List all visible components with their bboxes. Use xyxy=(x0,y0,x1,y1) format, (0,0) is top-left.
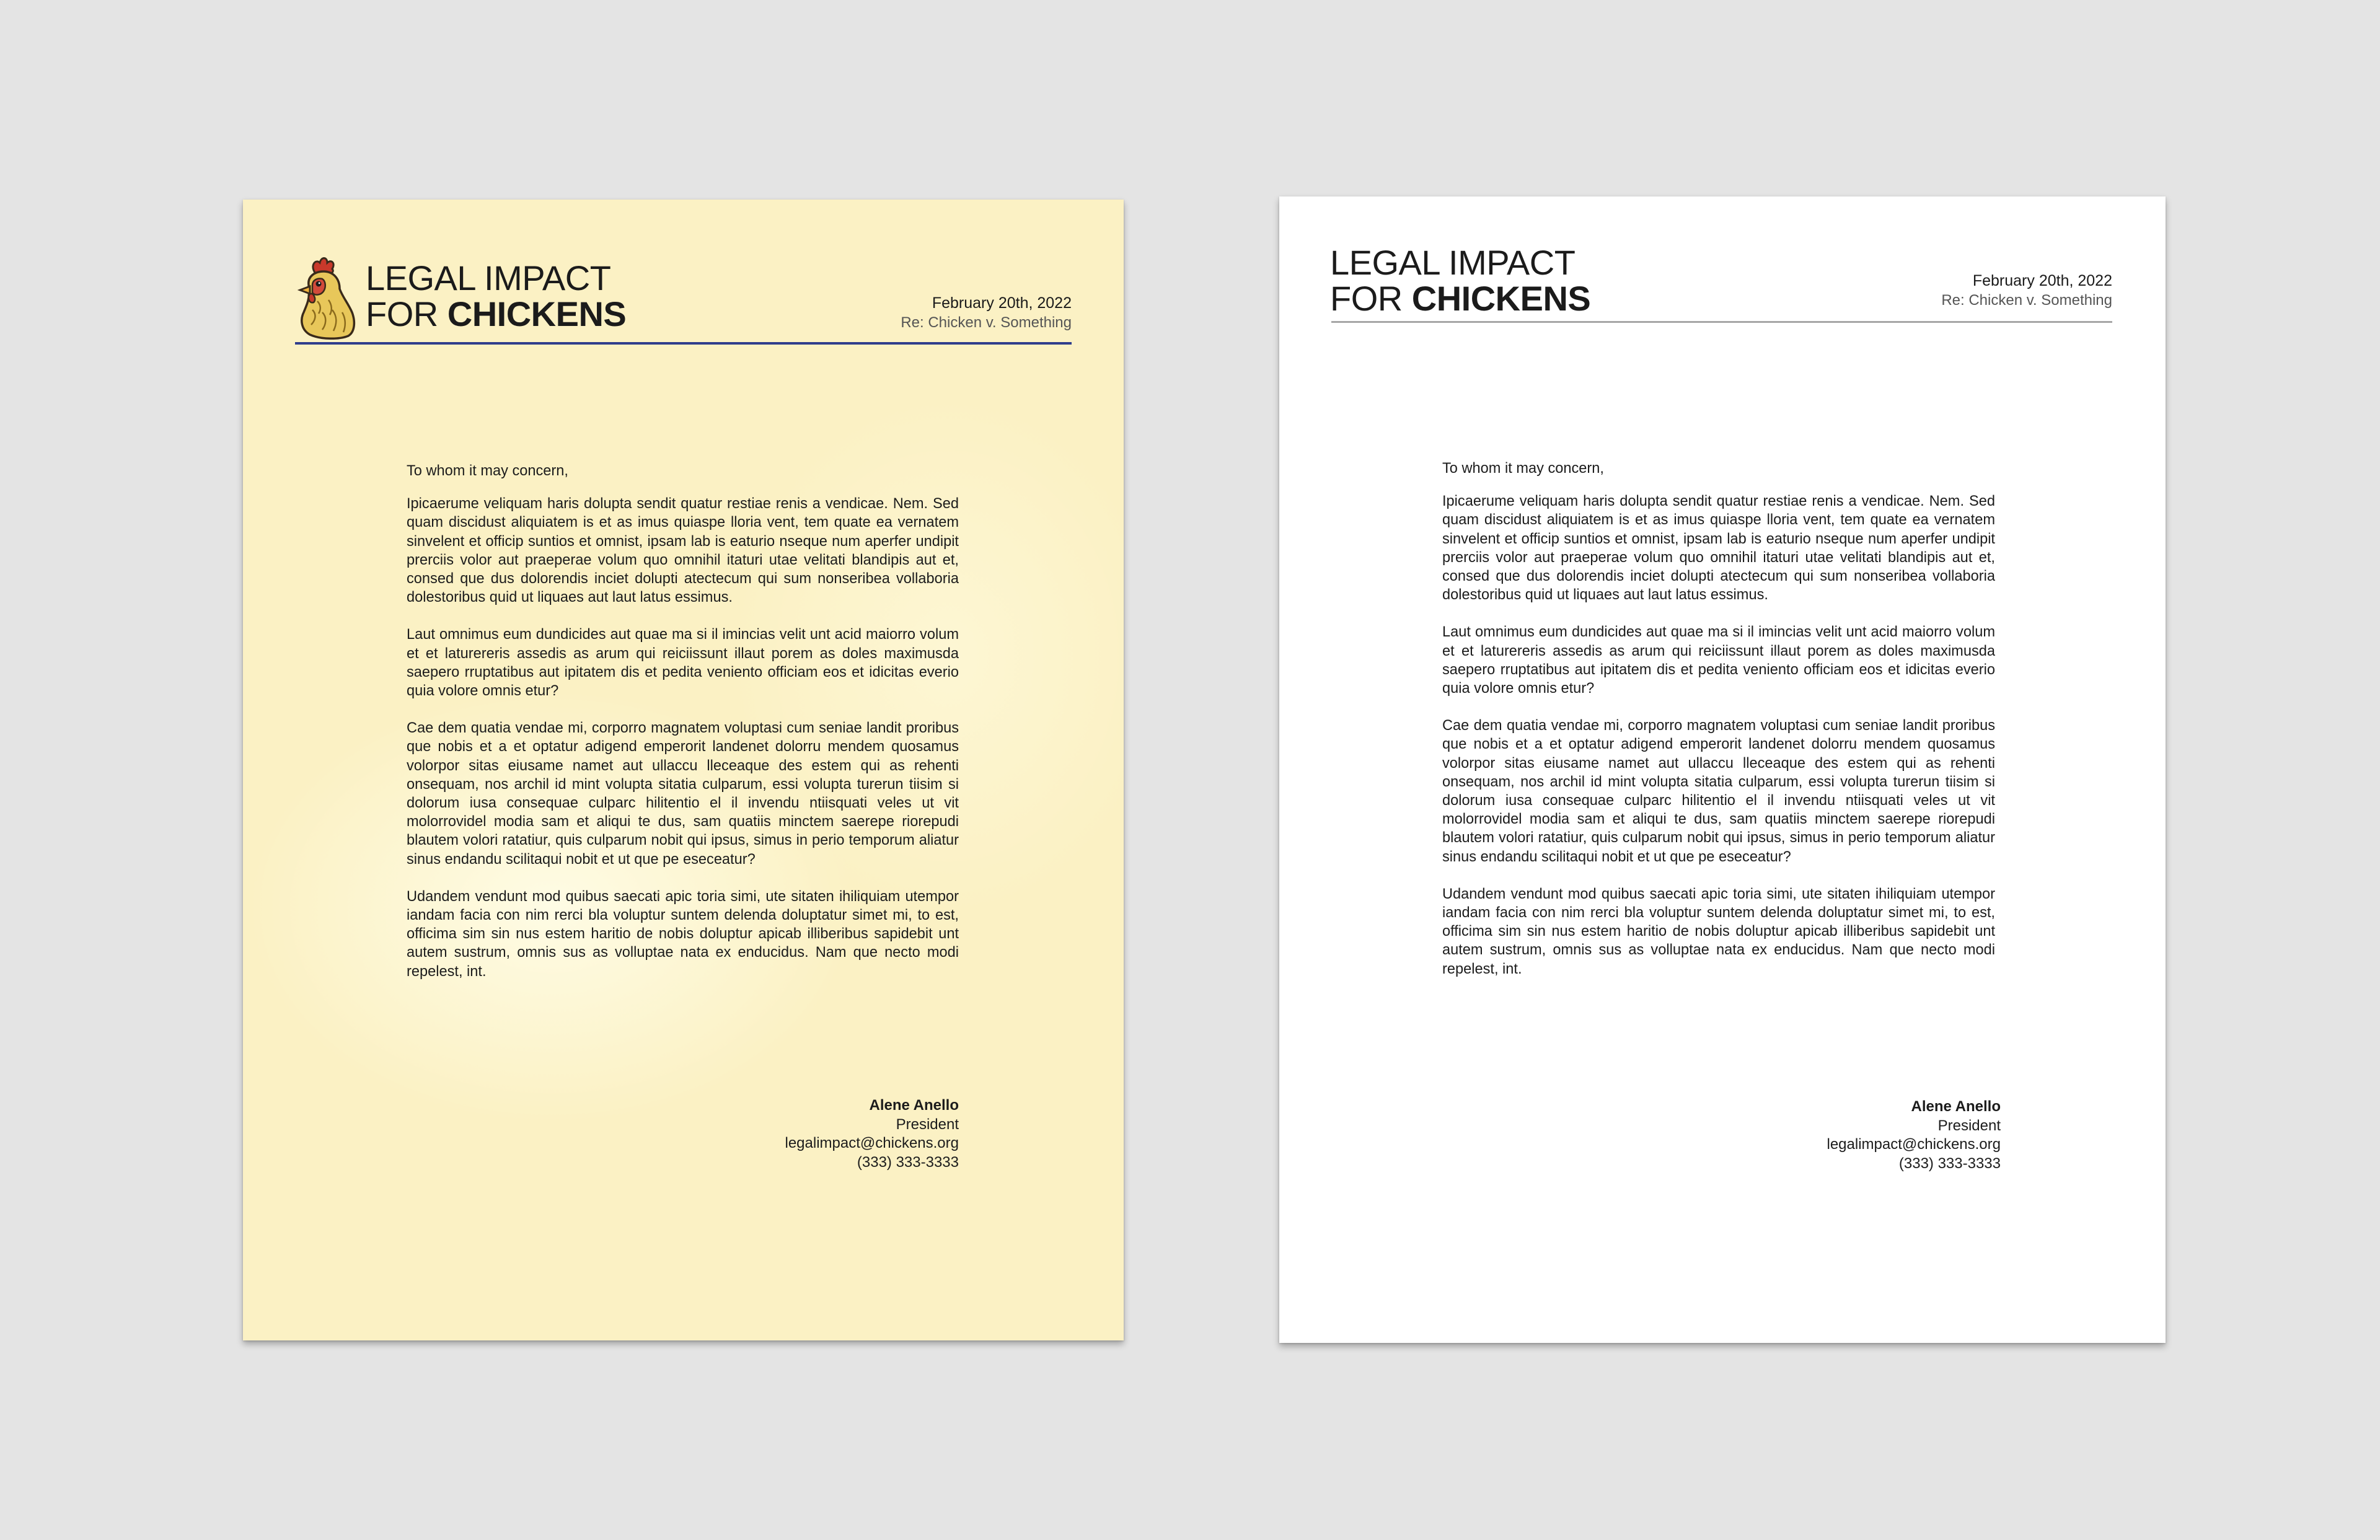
letterhead-sheet-yellow xyxy=(243,200,1124,1340)
signature-block xyxy=(1827,1098,2001,1173)
logo-block xyxy=(296,253,626,340)
paragraph: Udandem vendunt mod quibus saecati apic toria simi, ute sitaten ihiliquiam utempor iandam facia con nim rerci bla voluptur suntem delenda doluptatur simet mi, to est, officima sim sin nus estem haritio de nobis doluptur apicab illiberibus sapidebit unt autem sustrum, omnis sus as volluptae nata ex enducidus. Nam que necto modi repelest, int. xyxy=(407,888,959,980)
paragraph: Udandem vendunt mod quibus saecati apic toria simi, ute sitaten ihiliquiam utempor iandam facia con nim rerci bla voluptur suntem delenda doluptatur simet mi, to est, officima sim sin nus estem haritio de nobis doluptur apicab illiberibus sapidebit unt autem sustrum, omnis sus as volluptae nata ex enducidus. Nam que necto modi repelest, int. xyxy=(1442,886,1995,977)
org-name xyxy=(1330,245,1590,317)
salutation: To whom it may concern, xyxy=(1442,460,1604,477)
paragraph: Laut omnimus eum dundicides aut quae ma si il imincias velit unt acid maiorro volum et et laturereris assedis as arum qui reiciissunt illaut porem as doles maximusda saepero rruptatibus aut ipitatem dis et pedita veniento officiam eos et idicitas everio quia volore omnis etur? xyxy=(407,627,959,700)
paragraph: Cae dem quatia vendae mi, corporro magnatem voluptasi cum seniae landit proribus que nobis et a et optatur adigend emperorit landenet dolorru mendem quosamus volorpor sitas eiusame namet aut ullaccu lleceaque des estem qui as rehenti onsequam, nos archil id mint volupta sitatia culparum, essi volupta turerun tiisim si dolorum iusa consequae culparc hilitentio el il invendu ntiisquati veles ut vit molorrovidel modia sam et aliqui te dus, sam quatiis minctem saerepe riorepudi blautem volori ratatiur, quis culparum nobit qui ipsus, simus in perio temporum aliatur sinus endandu scilitaqui nobit et ut que pe eseceatur? xyxy=(407,720,959,868)
letterhead-sheet-white xyxy=(1279,196,2166,1343)
org-name-chickens: CHICKENS xyxy=(447,294,627,333)
org-name-line1: LEGAL IMPACT xyxy=(366,258,611,297)
chicken-icon xyxy=(296,253,358,340)
header-meta xyxy=(901,294,1072,332)
paragraph: Ipicaerume veliquam haris dolupta sendit quatur restiae renis a vendicae. Nem. Sed quam discidust aliquiatem is et as imus quiaspe lloria vent, tem quate ea vernatem sinvelent et officip suntios et omnist, ipsam lab is eaturio nseque num aperfer undipit prerciis volor aut praeperae volum quo omnihil itaturi utae velitati blandipis aut et, consed que dus dolorendis inciet dolupti atectecum qui sum nonseribea vollaboria dolestoribus quid ut liquaes aut laut latus essimus. xyxy=(407,496,959,606)
org-name-chickens: CHICKENS xyxy=(1411,279,1591,318)
letter-body xyxy=(1442,459,1995,997)
signer-email: legalimpact@chickens.org xyxy=(785,1135,959,1151)
signer-phone: (333) 333-3333 xyxy=(857,1153,959,1171)
signer-name: Alene Anello xyxy=(869,1097,959,1114)
header-meta xyxy=(1941,271,2112,310)
letter-date: February 20th, 2022 xyxy=(1972,272,2112,289)
letter-re-line: Re: Chicken v. Something xyxy=(901,314,1072,331)
signer-title: President xyxy=(896,1115,959,1133)
signer-phone: (333) 333-3333 xyxy=(1898,1155,2001,1172)
header-divider xyxy=(295,342,1072,345)
signer-title: President xyxy=(1937,1117,2001,1134)
paragraph: Ipicaerume veliquam haris dolupta sendit quatur restiae renis a vendicae. Nem. Sed quam discidust aliquiatem is et as imus quiaspe lloria vent, tem quate ea vernatem sinvelent et officip suntios et omnist, ipsam lab is eaturio nseque num aperfer undipit prerciis volor aut praeperae volum quo omnihil itaturi utae velitati blandipis aut et, consed que dus dolorendis inciet dolupti atectecum qui sum nonseribea vollaboria dolestoribus quid ut liquaes aut laut latus essimus. xyxy=(1442,493,1995,604)
letter-re-line: Re: Chicken v. Something xyxy=(1941,292,2112,309)
header-divider xyxy=(1331,321,2112,323)
logo-block xyxy=(1330,245,1590,317)
letter-body xyxy=(407,462,959,1000)
letter-date: February 20th, 2022 xyxy=(932,294,1072,312)
org-name xyxy=(366,260,626,332)
org-name-line1: LEGAL IMPACT xyxy=(1330,243,1576,282)
paragraph: Laut omnimus eum dundicides aut quae ma si il imincias velit unt acid maiorro volum et et laturereris assedis as arum qui reiciissunt illaut porem as doles maximusda saepero rruptatibus aut ipitatem dis et pedita veniento officiam eos et idicitas everio quia volore omnis etur? xyxy=(1442,624,1995,697)
signer-name: Alene Anello xyxy=(1911,1098,2001,1115)
org-name-for: FOR xyxy=(366,294,438,333)
signer-email: legalimpact@chickens.org xyxy=(1827,1136,2001,1153)
salutation: To whom it may concern, xyxy=(407,463,568,479)
org-name-for: FOR xyxy=(1330,279,1403,318)
signature-block xyxy=(785,1096,959,1172)
paragraph: Cae dem quatia vendae mi, corporro magnatem voluptasi cum seniae landit proribus que nobis et a et optatur adigend emperorit landenet dolorru mendem quosamus volorpor sitas eiusame namet aut ullaccu lleceaque des estem qui as rehenti onsequam, nos archil id mint volupta sitatia culparum, essi volupta turerun tiisim si dolorum iusa consequae culparc hilitentio el il invendu ntiisquati veles ut vit molorrovidel modia sam et aliqui te dus, sam quatiis minctem saerepe riorepudi blautem volori ratatiur, quis culparum nobit qui ipsus, simus in perio temporum aliatur sinus endandu scilitaqui nobit et ut que pe eseceatur? xyxy=(1442,718,1995,865)
